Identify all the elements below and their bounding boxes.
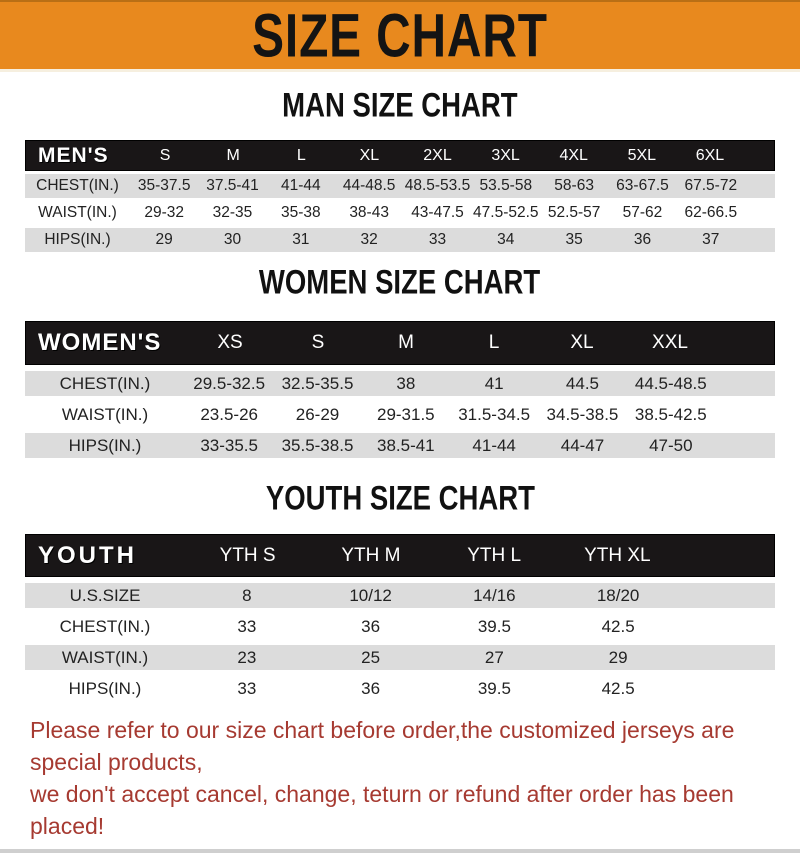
banner-title: SIZE CHART <box>252 0 548 71</box>
row-label: WAIST(IN.) <box>38 204 117 221</box>
size-cell: 62-66.5 <box>684 204 738 221</box>
size-cell: 52.5-57 <box>547 204 601 221</box>
size-cell: 32 <box>360 231 378 248</box>
size-cell: 38-43 <box>349 204 389 221</box>
men-size-header-cell: 3XL <box>491 146 520 164</box>
men-size-table <box>25 140 775 252</box>
size-cell: 63-67.5 <box>616 177 669 194</box>
women-section-heading-text: WOMEN SIZE CHART <box>259 262 541 302</box>
size-cell: 41 <box>484 373 504 393</box>
women-waist-row <box>25 402 775 427</box>
men-size-header-cell: XL <box>359 146 380 164</box>
size-cell: 18/20 <box>596 585 640 605</box>
size-cell: 23 <box>237 647 257 667</box>
size-cell: 44-48.5 <box>342 177 396 194</box>
row-label: HIPS(IN.) <box>44 231 111 248</box>
size-cell: 35-38 <box>280 204 321 221</box>
women-size-header-cell: XXL <box>652 332 688 353</box>
size-chart-banner <box>0 0 800 72</box>
size-cell: 37.5-41 <box>206 177 259 194</box>
size-cell: 35-37.5 <box>137 177 191 194</box>
women-hips-row <box>25 433 775 458</box>
size-cell: 58-63 <box>554 177 594 194</box>
men-size-header-cell: L <box>296 146 306 164</box>
footer-note <box>30 714 800 842</box>
men-size-header-cell: S <box>159 146 171 164</box>
size-cell: 36 <box>361 678 381 698</box>
size-cell: 67.5-72 <box>684 177 738 194</box>
footer-line-2: we don't accept cancel, change, teturn or refund after order has been placed! <box>30 781 734 839</box>
men-size-header-cell: 4XL <box>559 146 588 164</box>
size-cell: 31 <box>292 231 310 248</box>
men-table-corner-label: MEN'S <box>38 143 109 167</box>
size-cell: 34 <box>497 231 515 248</box>
size-cell: 32.5-35.5 <box>281 373 354 393</box>
size-cell: 42.5 <box>601 678 635 698</box>
size-cell: 39.5 <box>477 616 511 636</box>
women-size-header-cell: L <box>488 332 500 353</box>
size-cell: 38.5-41 <box>376 435 435 455</box>
size-cell: 33 <box>428 231 447 248</box>
size-cell: 48.5-53.5 <box>404 177 471 194</box>
youth-table-header-row <box>25 534 775 577</box>
youth-ussize-row <box>25 583 775 608</box>
men-hips-row <box>25 228 775 252</box>
size-cell: 53.5-58 <box>479 177 533 194</box>
youth-size-header-cell: YTH L <box>467 544 522 566</box>
women-size-header-cell: XS <box>217 332 243 353</box>
man-section-heading <box>0 87 800 124</box>
size-cell: 41-44 <box>472 435 516 455</box>
size-cell: 29 <box>155 231 173 248</box>
size-cell: 36 <box>633 231 652 248</box>
size-cell: 10/12 <box>349 585 392 605</box>
men-chest-row <box>25 174 775 198</box>
row-label: HIPS(IN.) <box>68 678 142 698</box>
youth-hips-row <box>25 676 775 701</box>
row-label: HIPS(IN.) <box>68 435 142 455</box>
size-cell: 35.5-38.5 <box>281 435 354 455</box>
youth-section-heading <box>0 480 800 517</box>
size-cell: 29-31.5 <box>376 404 435 424</box>
size-cell: 44.5-48.5 <box>634 373 707 393</box>
youth-size-table <box>25 534 775 701</box>
row-label: CHEST(IN.) <box>59 373 151 393</box>
size-cell: 29.5-32.5 <box>193 373 266 393</box>
women-size-header-cell: S <box>311 332 325 353</box>
size-cell: 36 <box>361 616 381 636</box>
size-cell: 35 <box>565 231 583 248</box>
women-chest-row <box>25 371 775 396</box>
size-cell: 34.5-38.5 <box>546 404 619 424</box>
youth-size-header-cell: YTH M <box>341 544 401 566</box>
size-cell: 33-35.5 <box>200 435 258 455</box>
men-size-header-cell: 6XL <box>695 146 725 164</box>
size-cell: 47-50 <box>649 435 693 455</box>
row-label: U.S.SIZE <box>69 585 141 605</box>
size-cell: 37 <box>702 231 720 248</box>
size-cell: 38 <box>396 373 416 393</box>
size-cell: 47.5-52.5 <box>473 204 539 221</box>
size-cell: 42.5 <box>601 616 635 636</box>
women-section-heading <box>0 264 800 301</box>
size-cell: 27 <box>484 647 504 667</box>
size-cell: 29 <box>608 647 628 667</box>
size-cell: 23.5-26 <box>200 404 258 424</box>
size-cell: 31.5-34.5 <box>458 404 531 424</box>
women-size-header-cell: M <box>398 332 414 353</box>
men-size-header-cell: M <box>226 146 240 164</box>
size-cell: 43-47.5 <box>411 204 464 221</box>
size-cell: 38.5-42.5 <box>634 404 707 424</box>
men-waist-row <box>25 201 775 225</box>
man-section-heading-text: MAN SIZE CHART <box>282 85 518 125</box>
size-cell: 44.5 <box>565 373 600 393</box>
youth-size-header-cell: YTH XL <box>584 544 651 566</box>
row-label: WAIST(IN.) <box>61 647 149 667</box>
size-cell: 29-32 <box>144 204 184 221</box>
size-cell: 26-29 <box>295 404 340 424</box>
size-cell: 39.5 <box>477 678 511 698</box>
size-cell: 14/16 <box>473 585 516 605</box>
youth-section-heading-text: YOUTH SIZE CHART <box>265 478 535 518</box>
size-cell: 57-62 <box>622 204 663 221</box>
size-cell: 8 <box>242 585 252 605</box>
men-size-header-cell: 5XL <box>627 146 657 164</box>
row-label: CHEST(IN.) <box>59 616 151 636</box>
size-cell: 30 <box>223 231 242 248</box>
women-table-header-row <box>25 321 775 365</box>
size-cell: 41-44 <box>280 177 321 194</box>
youth-waist-row <box>25 645 775 670</box>
size-cell: 25 <box>361 647 381 667</box>
youth-size-header-cell: YTH S <box>219 544 276 566</box>
bottom-divider <box>0 849 800 853</box>
women-table-corner-label: WOMEN'S <box>38 329 162 356</box>
footer-line-1: Please refer to our size chart before order,the customized jerseys are special products, <box>30 717 735 775</box>
row-label: WAIST(IN.) <box>61 404 149 424</box>
men-size-header-cell: 2XL <box>423 146 452 164</box>
size-cell: 33 <box>237 616 257 636</box>
youth-chest-row <box>25 614 775 639</box>
size-cell: 33 <box>237 678 257 698</box>
size-cell: 44-47 <box>560 435 605 455</box>
women-size-header-cell: XL <box>570 332 594 353</box>
women-size-table <box>25 321 775 458</box>
row-label: CHEST(IN.) <box>36 177 119 194</box>
youth-table-corner-label: YOUTH <box>38 541 137 569</box>
size-cell: 32-35 <box>212 204 253 221</box>
men-table-header-row <box>25 140 775 171</box>
